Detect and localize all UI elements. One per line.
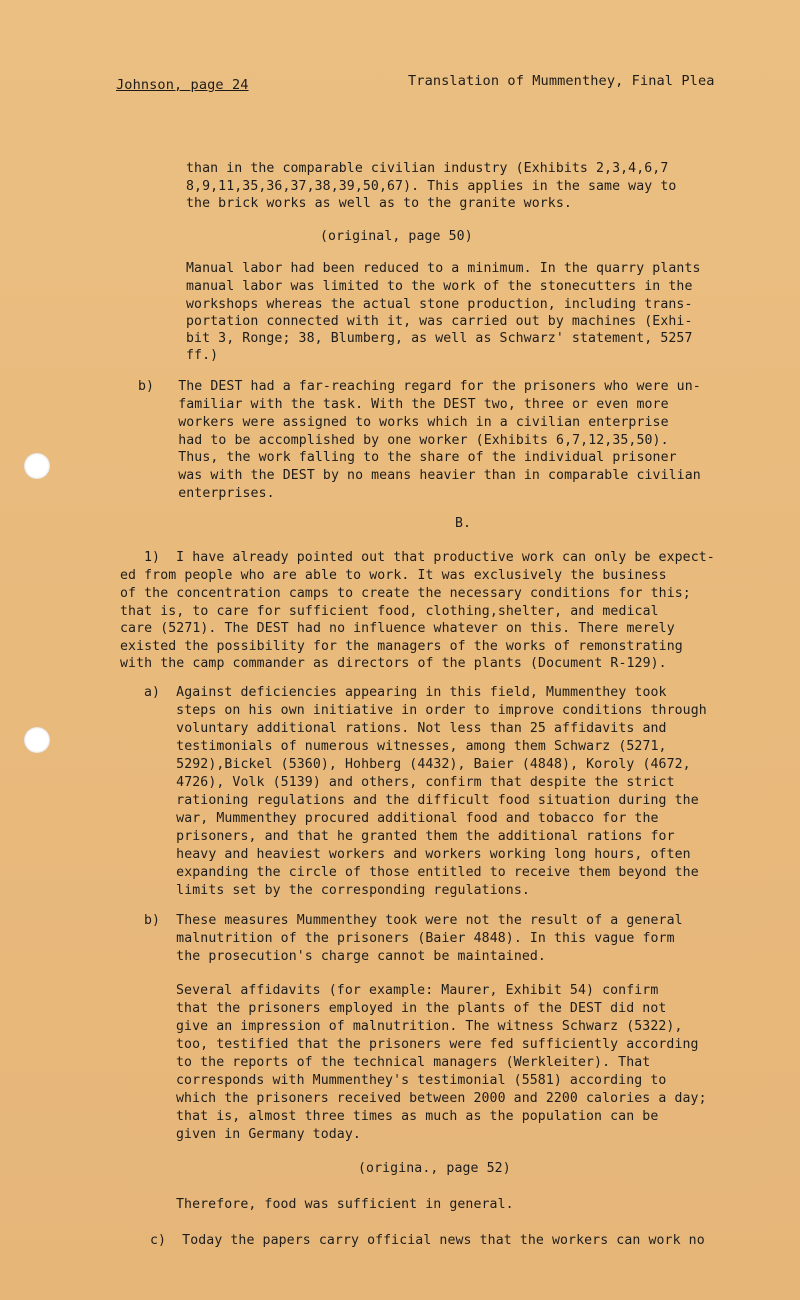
text-line: than in the comparable civilian industry (Exhibits 2,3,4,6,7 [186, 161, 669, 176]
text-line: that the prisoners employed in the plants of the DEST did not [176, 1001, 667, 1016]
text-line: expanding the circle of those entitled to receive them beyond the [144, 865, 699, 880]
text-line: 5292),Bickel (5360), Hohberg (4432), Baier (4848), Koroly (4672, [144, 757, 691, 772]
text-line: heavy and heaviest workers and workers working long hours, often [144, 847, 691, 862]
text-line: ff.) [186, 348, 219, 363]
text-line: that is, almost three times as much as the population can be [176, 1109, 659, 1124]
text-line: 4726), Volk (5139) and others, confirm that despite the strict [144, 775, 675, 790]
text-line: too, testified that the prisoners were fed sufficiently according [176, 1037, 699, 1052]
text-line: the prosecution's charge cannot be maintained. [144, 949, 546, 964]
text-line: war, Mummenthey procured additional food and tobacco for the [144, 811, 659, 826]
text-line: had to be accomplished by one worker (Exhibits 6,7,12,35,50). [138, 433, 669, 448]
text-line: familiar with the task. With the DEST two, three or even more [138, 397, 669, 412]
text-line: the brick works as well as to the granite works. [186, 196, 572, 211]
header-page-reference: Johnson, page 24 [116, 77, 249, 93]
text-line: c) Today the papers carry official news that the workers can work no [150, 1233, 705, 1248]
punch-hole [24, 453, 50, 479]
text-line: workers were assigned to works which in a civilian enterprise [138, 415, 669, 430]
text-line: 8,9,11,35,36,37,38,39,50,67). This applies in the same way to [186, 179, 677, 194]
text-line: b) The DEST had a far-reaching regard for the prisoners who were un- [138, 379, 701, 394]
text-line: b) These measures Mummenthey took were not the result of a general [144, 913, 683, 928]
text-line: of the concentration camps to create the necessary conditions for this; [120, 586, 691, 601]
text-line: prisoners, and that he granted them the additional rations for [144, 829, 675, 844]
text-line: Manual labor had been reduced to a minimum. In the quarry plants [186, 261, 701, 276]
text-line: voluntary additional rations. Not less than 25 affidavits and [144, 721, 667, 736]
text-line: corresponds with Mummenthey's testimonial (5581) according to [176, 1073, 667, 1088]
text-line: 1) I have already pointed out that productive work can only be expect- [144, 550, 715, 565]
punch-hole [24, 727, 50, 753]
text-line: bit 3, Ronge; 38, Blumberg, as well as Schwarz' statement, 5257 [186, 331, 693, 346]
original-page-note: (origina., page 52) [358, 1161, 511, 1176]
text-line: manual labor was limited to the work of the stonecutters in the [186, 279, 693, 294]
text-line: malnutrition of the prisoners (Baier 4848). In this vague form [144, 931, 675, 946]
text-line: which the prisoners received between 2000 and 2200 calories a day; [176, 1091, 707, 1106]
text-line: enterprises. [138, 486, 275, 501]
text-line: workshops whereas the actual stone production, including trans- [186, 297, 693, 312]
text-line: was with the DEST by no means heavier than in comparable civilian [138, 468, 701, 483]
text-line: a) Against deficiencies appearing in this field, Mummenthey took [144, 685, 667, 700]
text-line: Several affidavits (for example: Maurer, Exhibit 54) confirm [176, 983, 659, 998]
text-line: care (5271). The DEST had no influence whatever on this. There merely [120, 621, 675, 636]
text-line: give an impression of malnutrition. The witness Schwarz (5322), [176, 1019, 683, 1034]
text-line: limits set by the corresponding regulations. [144, 883, 530, 898]
text-line: that is, to care for sufficient food, clothing,shelter, and medical [120, 604, 659, 619]
text-line: ed from people who are able to work. It was exclusively the business [120, 568, 667, 583]
section-heading: B. [455, 516, 472, 531]
original-page-note: (original, page 50) [320, 229, 473, 244]
text-line: Therefore, food was sufficient in general. [176, 1197, 514, 1212]
text-line: steps on his own initiative in order to improve conditions through [144, 703, 707, 718]
text-line: testimonials of numerous witnesses, among them Schwarz (5271, [144, 739, 667, 754]
text-line: to the reports of the technical managers (Werkleiter). That [176, 1055, 651, 1070]
text-line: rationing regulations and the difficult food situation during the [144, 793, 699, 808]
text-line: portation connected with it, was carried out by machines (Exhi- [186, 314, 693, 329]
header-document-title: Translation of Mummenthey, Final Plea [408, 73, 715, 89]
text-line: given in Germany today. [176, 1127, 361, 1142]
text-line: with the camp commander as directors of the plants (Document R-129). [120, 656, 667, 671]
text-line: Thus, the work falling to the share of the individual prisoner [138, 450, 677, 465]
text-line: existed the possibility for the managers of the works of remonstrating [120, 639, 683, 654]
